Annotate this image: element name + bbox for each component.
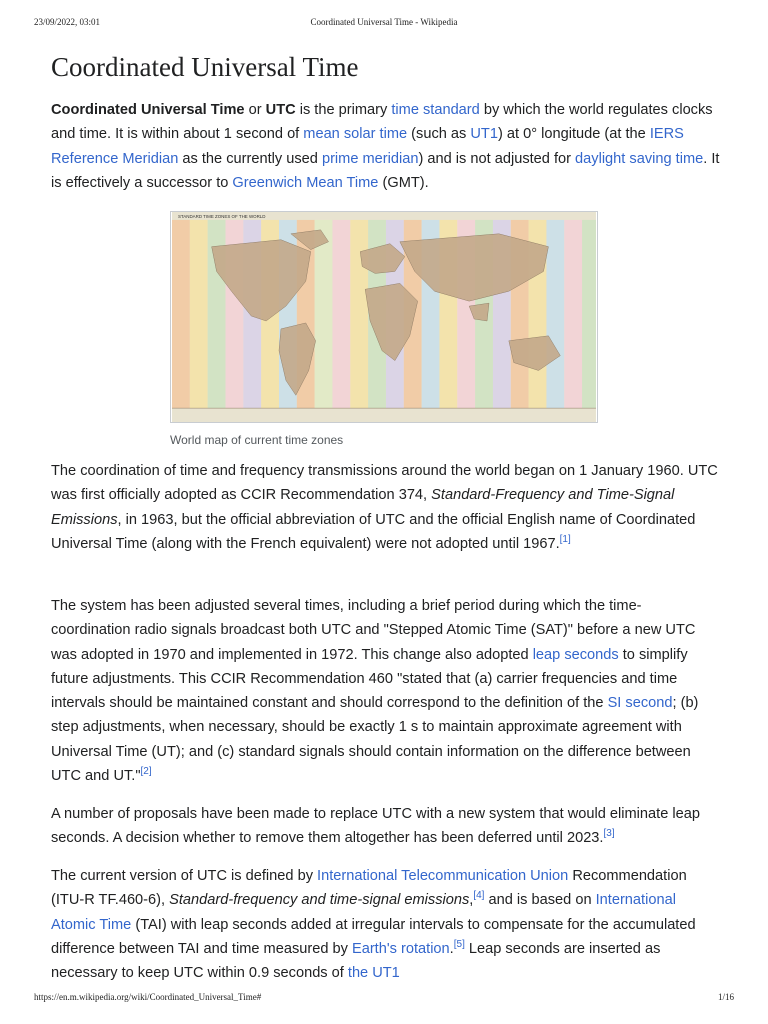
text: The coordination of time and frequency transmissions around the world began on 1 January 1960. UTC was first officially adopted as CCIR Recommendation 374, bbox=[51, 463, 718, 504]
intro-paragraph bbox=[51, 98, 721, 195]
text: (GMT). bbox=[378, 174, 429, 191]
reference-2[interactable]: [2] bbox=[140, 766, 152, 778]
italic-title: Standard-frequency and time-signal emissions bbox=[169, 892, 470, 909]
link-itu[interactable]: International Telecommunication Union bbox=[317, 868, 569, 884]
print-url: https://en.m.wikipedia.org/wiki/Coordinated_Universal_Time# bbox=[34, 992, 262, 1002]
current-version-paragraph bbox=[51, 864, 721, 985]
world-time-zones-map[interactable] bbox=[170, 211, 598, 423]
adjustments-paragraph bbox=[51, 594, 721, 788]
text: A number of proposals have been made to replace UTC with a new system that would eliminate leap seconds. A decision whether to remove them altogether has been deferred until 2023. bbox=[51, 806, 700, 847]
text: Recommendation (ITU-R TF.460-6), bbox=[51, 868, 687, 909]
italic-title: Standard-Frequency and Time-Signal Emissions bbox=[51, 487, 675, 528]
text: by which the world regulates clocks and time. It is within about 1 second of bbox=[51, 102, 713, 143]
link-si-second[interactable]: SI second bbox=[607, 695, 673, 712]
text: and is based on bbox=[484, 892, 596, 909]
bold-term-utc-full: Coordinated Universal Time bbox=[51, 102, 245, 118]
text: . It is effectively a successor to bbox=[51, 150, 720, 191]
link-international-atomic-time[interactable]: International Atomic Time bbox=[51, 892, 676, 933]
print-page-number: 1/16 bbox=[717, 992, 734, 1002]
figure-caption: World map of current time zones bbox=[170, 433, 344, 447]
reference-5[interactable]: [5] bbox=[453, 939, 465, 951]
reference-3[interactable]: [3] bbox=[603, 828, 615, 840]
text: . bbox=[449, 940, 454, 957]
link-daylight-saving-time[interactable]: daylight saving time bbox=[575, 150, 704, 167]
bold-term-utc: UTC bbox=[265, 102, 296, 118]
text: The system has been adjusted several times, including a brief period during which the time-coordination radio signals broadcast both UTC and "Stepped Atomic Time (SAT)" before a new UTC was adopted in 1970 and implemented in 1972. This change also adopted bbox=[51, 598, 696, 663]
text: ) at 0° longitude (at the bbox=[497, 126, 650, 143]
map-title-text: STANDARD TIME ZONES OF THE WORLD bbox=[177, 213, 266, 219]
time-zone-figure bbox=[170, 211, 598, 447]
print-page-title: Coordinated Universal Time - Wikipedia bbox=[310, 17, 458, 27]
link-mean-solar-time[interactable]: mean solar time bbox=[303, 126, 408, 143]
text: or bbox=[244, 102, 266, 118]
reference-4[interactable]: [4] bbox=[473, 890, 485, 902]
proposals-paragraph bbox=[51, 802, 721, 851]
link-the-ut1[interactable]: the UT1 bbox=[347, 965, 400, 982]
text: (such as bbox=[407, 126, 471, 143]
page-title: Coordinated Universal Time bbox=[51, 52, 359, 82]
link-time-standard[interactable]: time standard bbox=[391, 102, 480, 118]
link-earths-rotation[interactable]: Earth's rotation bbox=[351, 940, 450, 957]
history-paragraph bbox=[51, 459, 721, 556]
text: , bbox=[469, 892, 474, 909]
text: , in 1963, but the official abbreviation of UTC and the official English name of Coordinated Universal Time (along with the French equivalent) were not adopted until 1967. bbox=[51, 511, 696, 552]
text: ; (b) step adjustments, when necessary, should be exactly 1 s to maintain approximate agreement with Universal Time (UT); and (c) standard signals should contain information on the difference between UTC and UT." bbox=[51, 695, 699, 785]
link-iers-reference-meridian[interactable]: IERS Reference Meridian bbox=[51, 126, 684, 167]
text: (TAI) with leap seconds added at irregular intervals to compensate for the accumulated difference between TAI and time measured by bbox=[51, 916, 696, 957]
text: as the currently used bbox=[178, 150, 322, 167]
reference-1[interactable]: [1] bbox=[559, 534, 571, 546]
link-ut1[interactable]: UT1 bbox=[470, 126, 498, 143]
link-leap-seconds[interactable]: leap seconds bbox=[532, 646, 619, 663]
link-prime-meridian[interactable]: prime meridian bbox=[321, 150, 419, 167]
text: The current version of UTC is defined by bbox=[51, 868, 318, 884]
text: Leap seconds are inserted as necessary to keep UTC within 0.9 seconds of bbox=[51, 940, 661, 982]
text: to simplify future adjustments. This CCIR Recommendation 460 "stated that (a) carrier frequencies and time intervals should be maintained constant and should correspond to the definition of the bbox=[51, 646, 688, 712]
link-greenwich-mean-time[interactable]: Greenwich Mean Time bbox=[232, 174, 379, 191]
text: is the primary bbox=[295, 102, 392, 118]
text: ) and is not adjusted for bbox=[418, 150, 576, 167]
print-timestamp: 23/09/2022, 03:01 bbox=[34, 17, 101, 27]
